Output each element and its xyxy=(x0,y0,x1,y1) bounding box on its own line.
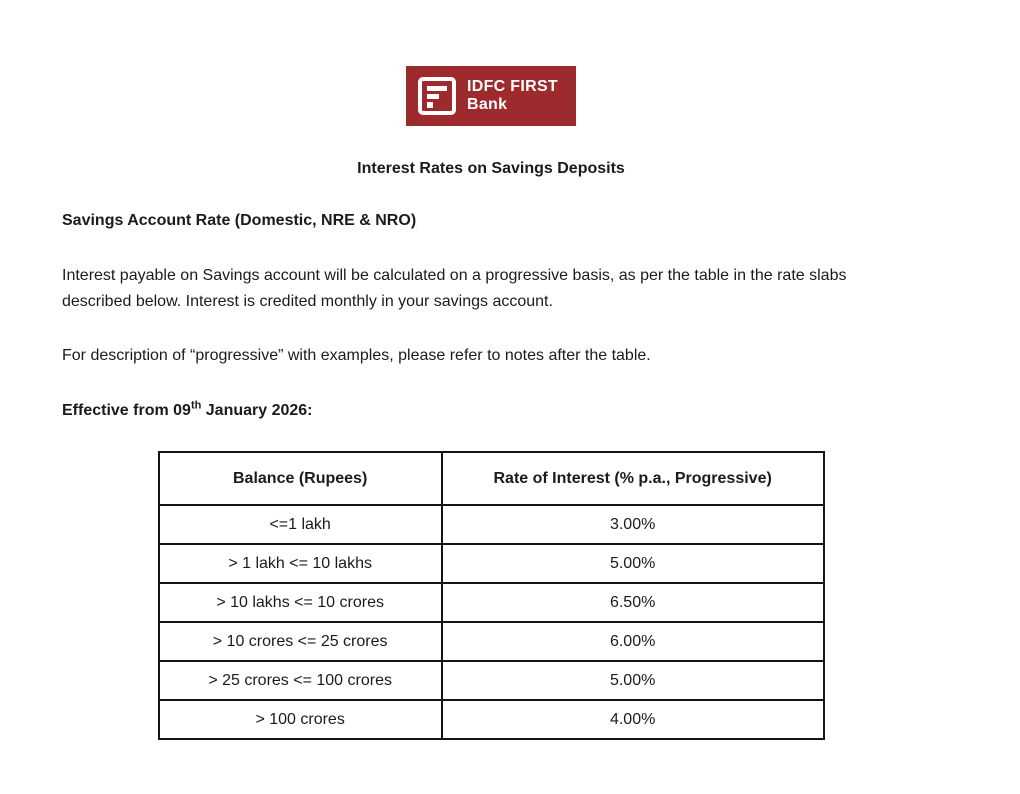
balance-cell: > 10 lakhs <= 10 crores xyxy=(159,583,442,622)
savings-rates-table xyxy=(158,451,825,740)
rate-cell: 5.00% xyxy=(442,544,824,583)
idfc-first-monogram-icon xyxy=(417,76,457,116)
table-row xyxy=(159,544,824,583)
bank-logo-text xyxy=(467,78,558,114)
balance-cell: <=1 lakh xyxy=(159,505,442,544)
rate-cell: 3.00% xyxy=(442,505,824,544)
intro-paragraph: Interest payable on Savings account will be calculated on a progressive basis, as per the table in the rate slabs described below. Interest is credited monthly in your savings account. xyxy=(62,267,847,310)
rate-cell: 6.00% xyxy=(442,622,824,661)
effective-date-suffix: January 2026: xyxy=(201,402,313,419)
effective-date-line xyxy=(62,399,920,420)
column-header-balance: Balance (Rupees) xyxy=(159,452,442,505)
column-header-rate: Rate of Interest (% p.a., Progressive) xyxy=(442,452,824,505)
rate-cell: 6.50% xyxy=(442,583,824,622)
table-row xyxy=(159,622,824,661)
bank-logo-line2: Bank xyxy=(467,96,508,113)
balance-cell: > 10 crores <= 25 crores xyxy=(159,622,442,661)
bank-logo-container xyxy=(62,66,920,126)
effective-date-prefix: Effective from 09 xyxy=(62,402,191,419)
table-row xyxy=(159,661,824,700)
page-title: Interest Rates on Savings Deposits xyxy=(357,160,625,177)
balance-cell: > 1 lakh <= 10 lakhs xyxy=(159,544,442,583)
table-row xyxy=(159,583,824,622)
progressive-note-paragraph: For description of “progressive” with examples, please refer to notes after the table. xyxy=(62,347,651,364)
table-header-row xyxy=(159,452,824,505)
section-heading xyxy=(62,212,920,230)
rate-cell: 5.00% xyxy=(442,661,824,700)
balance-cell: > 100 crores xyxy=(159,700,442,739)
table-row xyxy=(159,700,824,739)
effective-date-ordinal: th xyxy=(190,399,202,412)
bank-logo-line1: IDFC FIRST xyxy=(467,78,558,95)
idfc-first-bank-logo xyxy=(406,66,576,126)
rate-cell: 4.00% xyxy=(442,700,824,739)
table-row xyxy=(159,505,824,544)
balance-cell: > 25 crores <= 100 crores xyxy=(159,661,442,700)
section-heading-text: Savings Account Rate (Domestic, NRE & NRO xyxy=(62,212,411,229)
document-content xyxy=(62,0,920,740)
section-heading-underlined-paren: ) xyxy=(410,212,417,229)
